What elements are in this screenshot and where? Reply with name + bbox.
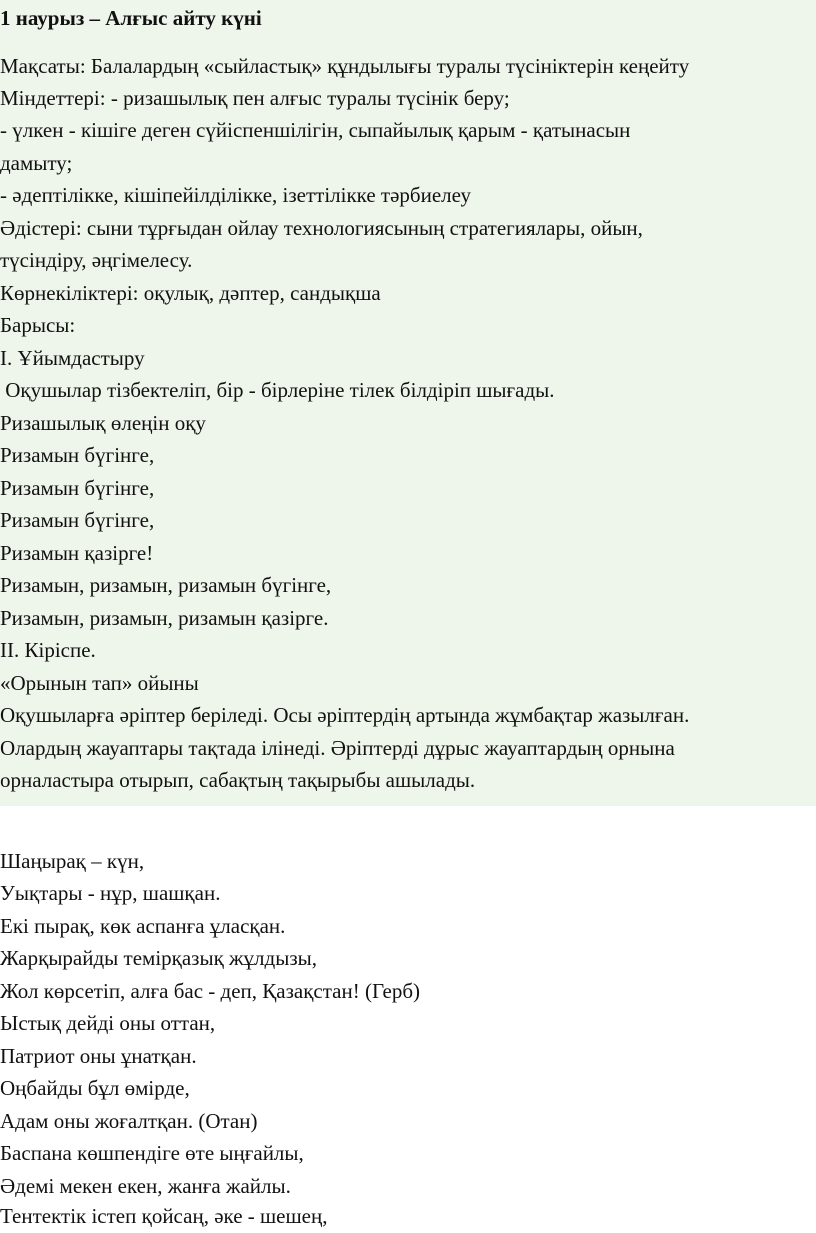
text-line: «Орынын тап» ойыны bbox=[0, 671, 199, 695]
text-line: Мақсаты: Балалардың «сыйластық» құндылығы туралы түсініктерін кеңейту bbox=[0, 54, 690, 78]
text-line: ІІ. Кіріспе. bbox=[0, 638, 96, 662]
text-line: Көрнекіліктері: оқулық, дәптер, сандықша bbox=[0, 281, 381, 305]
document-title: 1 наурыз – Алғыс айту күні bbox=[0, 6, 262, 30]
text-line: І. Ұйымдастыру bbox=[0, 346, 145, 370]
riddle-line: Адам оны жоғалтқан. (Отан) bbox=[0, 1109, 258, 1133]
text-line: Әдістері: сыни тұрғыдан ойлау технологиясының стратегиялары, ойын, bbox=[0, 216, 643, 240]
text-line: Міндеттері: - ризашылық пен алғыс туралы түсінік беру; bbox=[0, 86, 510, 110]
text-line: Барысы: bbox=[0, 313, 76, 337]
text-line: Оқушылар тізбектеліп, бір - бірлеріне тілек білдіріп шығады. bbox=[0, 378, 555, 402]
riddle-line: Патриот оны ұнатқан. bbox=[0, 1044, 197, 1068]
riddle-line: Екі пырақ, көк аспанға ұласқан. bbox=[0, 914, 286, 938]
riddle-line: Әдемі мекен екен, жанға жайлы. bbox=[0, 1174, 291, 1198]
text-line: Олардың жауаптары тақтада ілінеді. Әріптерді дұрыс жауаптардың орнына bbox=[0, 736, 675, 760]
text-line: дамыту; bbox=[0, 151, 73, 175]
riddle-line: Уықтары - нұр, шашқан. bbox=[0, 881, 221, 905]
text-line: Ризамын, ризамын, ризамын қазірге. bbox=[0, 606, 329, 630]
text-line: Ризамын бүгінге, bbox=[0, 476, 155, 500]
riddle-line: Оңбайды бұл өмірде, bbox=[0, 1076, 190, 1100]
text-line: - үлкен - кішіге деген сүйіспеншілігін, сыпайылық қарым - қатынасын bbox=[0, 118, 631, 142]
text-line: Ризамын бүгінге, bbox=[0, 508, 155, 532]
riddle-line: Шаңырақ – күн, bbox=[0, 849, 145, 873]
text-line: Оқушыларға әріптер беріледі. Осы әріптердің артында жұмбақтар жазылған. bbox=[0, 703, 690, 727]
riddle-line: Жол көрсетіп, алға бас - деп, Қазақстан! (Герб) bbox=[0, 979, 421, 1003]
text-line: Ризашылық өлеңін оқу bbox=[0, 411, 206, 435]
text-line: түсіндіру, әңгімелесу. bbox=[0, 248, 193, 272]
text-line: Ризамын, ризамын, ризамын бүгінге, bbox=[0, 573, 332, 597]
riddle-line: Ыстық дейді оны оттан, bbox=[0, 1011, 216, 1035]
riddle-line: Баспана көшпендіге өте ыңғайлы, bbox=[0, 1141, 304, 1165]
text-line: орналастыра отырып, сабақтың тақырыбы ашылады. bbox=[0, 768, 476, 792]
riddle-line: Жарқырайды темірқазық жұлдызы, bbox=[0, 946, 317, 970]
text-line: Ризамын қазірге! bbox=[0, 541, 154, 565]
text-line: - әдептілікке, кішіпейілділікке, ізеттілікке тәрбиелеу bbox=[0, 183, 471, 207]
riddle-line: Тентектік істеп қойсаң, әке - шешең, bbox=[0, 1204, 328, 1228]
text-line: Ризамын бүгінге, bbox=[0, 443, 155, 467]
